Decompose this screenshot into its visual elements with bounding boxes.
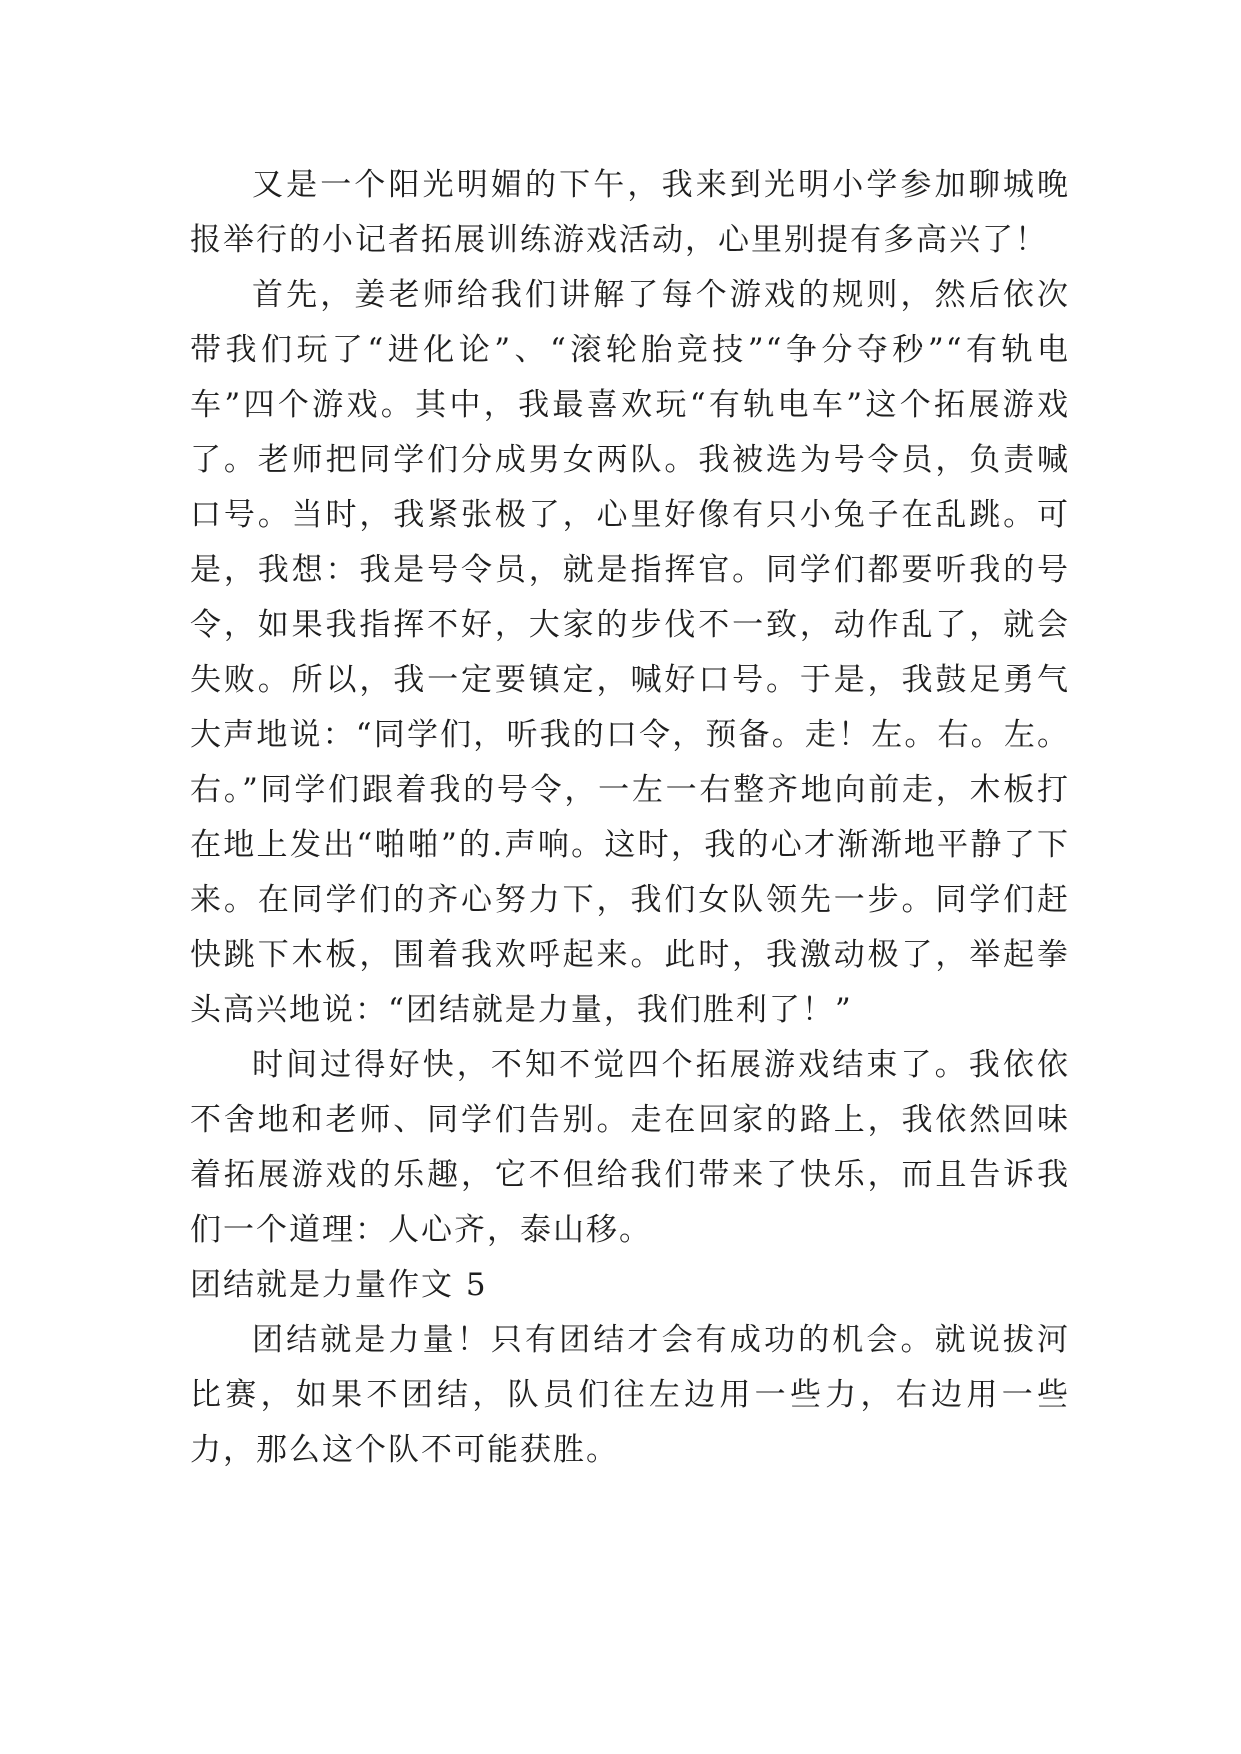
paragraph-sunny-afternoon: 又是一个阳光明媚的下午，我来到光明小学参加聊城晚报举行的小记者拓展训练游戏活动，心里别提有多高兴了！ (190, 167, 1070, 258)
document-body (190, 158, 1070, 1478)
section-title: 团结就是力量作文 5 (190, 1267, 488, 1303)
paragraph-tram-game: 首先，姜老师给我们讲解了每个游戏的规则，然后依次带我们玩了“进化论”、“滚轮胎竞技”“争分夺秒”“有轨电车”四个游戏。其中，我最喜欢玩“有轨电车”这个拓展游戏了。老师把同学们分成男女两队。我被选为号令员，负责喊口号。当时，我紧张极了，心里好像有只小兔子在乱跳。可是，我想：我是号令员，就是指挥官。同学们都要听我的号令，如果我指挥不好，大家的步伐不一致，动作乱了，就会失败。所以，我一定要镇定，喊好口号。于是，我鼓足勇气大声地说：“同学们，听我的口令，预备。走！左。右。左。右。”同学们跟着我的号令，一左一右整齐地向前走，木板打在地上发出“啪啪”的.声响。这时，我的心才渐渐地平静了下来。在同学们的齐心努力下，我们女队领先一步。同学们赶快跳下木板，围着我欢呼起来。此时，我激动极了，举起拳头高兴地说：“团结就是力量，我们胜利了！” (190, 277, 1070, 1028)
paragraph-farewell: 时间过得好快，不知不觉四个拓展游戏结束了。我依依不舍地和老师、同学们告别。走在回家的路上，我依然回味着拓展游戏的乐趣，它不但给我们带来了快乐，而且告诉我们一个道理：人心齐，泰山移。 (190, 1047, 1070, 1248)
paragraph-unity-is-strength: 团结就是力量！只有团结才会有成功的机会。就说拔河比赛，如果不团结，队员们往左边用一些力，右边用一些力，那么这个队不可能获胜。 (190, 1322, 1070, 1468)
